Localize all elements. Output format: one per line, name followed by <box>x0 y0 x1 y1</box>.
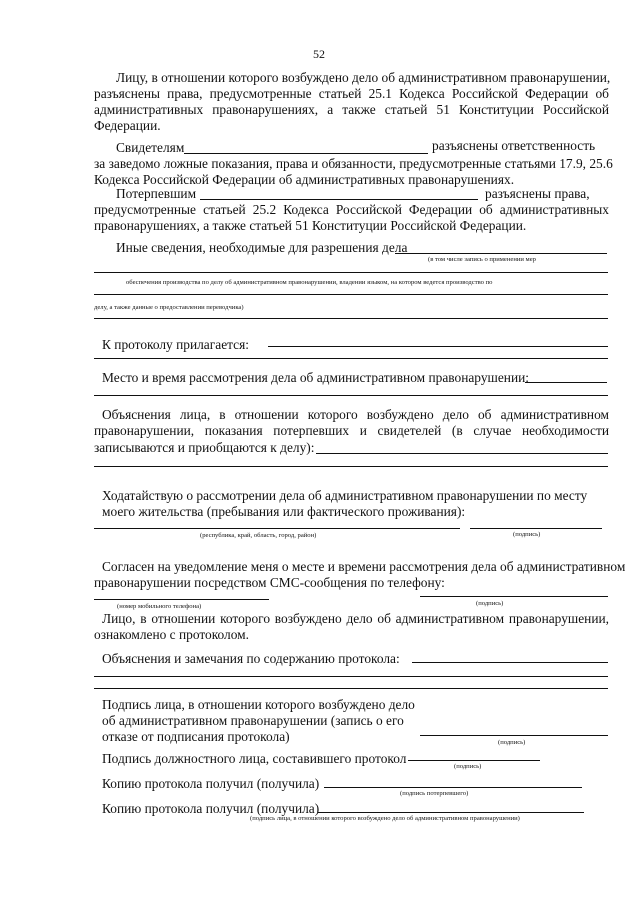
remarks-input-line-2[interactable] <box>94 676 608 677</box>
person-signature-line-2: об административном правонарушении (запись о его <box>102 713 404 728</box>
remarks-input-line-1[interactable] <box>412 662 608 663</box>
sms-phone-hint: (номер мобильного телефона) <box>117 603 202 610</box>
other-info-hint-3: делу, а также данные о предоставлении переводчика) <box>94 304 244 311</box>
person-signature-line[interactable] <box>420 735 608 736</box>
explanations-line-1: Объяснения лица, в отношении которого возбуждено дело об административном <box>102 407 609 422</box>
sms-sign-hint: (подпись) <box>476 600 504 607</box>
copy-person-hint: (подпись лица, в отношении которого возбуждено дело об административном правонарушении) <box>250 815 520 822</box>
victim-label: Потерпевшим <box>116 186 197 201</box>
explanations-line-2: правонарушении, показания потерпевших и свидетелей (в случае необходимости <box>94 423 609 438</box>
intro-line-3: административных правонарушениях, а также статьей 51 Конституции Российской <box>94 102 609 117</box>
place-time-input-line-2[interactable] <box>94 395 608 396</box>
witnesses-label: Свидетелям <box>116 140 185 155</box>
witnesses-line-2: Кодекса Российской Федерации об административных правонарушениях. <box>94 172 515 187</box>
official-signature-line[interactable] <box>408 760 540 761</box>
intro-line-2: разъяснены права, предусмотренные статьей 25.1 Кодекса Российской Федерации об <box>94 86 609 101</box>
sms-line-1: Согласен на уведомление меня о месте и времени рассмотрения дела об административном <box>102 559 626 574</box>
other-info-line-3[interactable] <box>94 294 608 295</box>
attached-label: К протоколу прилагается: <box>102 337 249 352</box>
copy-person-label: Копию протокола получил (получила) <box>102 801 320 816</box>
other-info-hint-1: (в том числе запись о применении мер <box>428 256 536 263</box>
victim-line-1: предусмотренные статьей 25.2 Кодекса Российской Федерации об административных <box>94 202 609 217</box>
other-info-line-2[interactable] <box>94 272 608 273</box>
victim-after: разъяснены права, <box>485 186 590 201</box>
acquainted-line-2: ознакомлено с протоколом. <box>94 627 249 642</box>
sms-phone-line[interactable] <box>94 599 269 600</box>
witnesses-line-1: за заведомо ложные показания, права и обязанности, предусмотренные статьями 17.9, 25.6 <box>94 156 613 171</box>
victim-line-2: правонарушениях, а также статьей 51 Конституции Российской Федерации. <box>94 218 527 233</box>
petition-place-line[interactable] <box>94 528 460 529</box>
person-signature-line-3: отказе от подписания протокола) <box>102 729 290 744</box>
copy-victim-hint: (подпись потерпевшего) <box>400 790 469 797</box>
place-time-label: Место и время рассмотрения дела об административном правонарушении: <box>102 370 529 385</box>
other-info-label: Иные сведения, необходимые для разрешения дела <box>116 240 408 255</box>
sms-sign-line[interactable] <box>420 596 608 597</box>
explanations-line-3: записываются и приобщаются к делу): <box>94 440 315 455</box>
copy-victim-label: Копию протокола получил (получила) <box>102 776 320 791</box>
copy-person-sign-line[interactable] <box>318 812 584 813</box>
person-signature-line-1: Подпись лица, в отношении которого возбуждено дело <box>102 697 415 712</box>
acquainted-line-1: Лицо, в отношении которого возбуждено дело об административном правонарушении, <box>102 611 609 626</box>
petition-place-hint: (республика, край, область, город, район) <box>200 532 317 539</box>
other-info-input-line[interactable] <box>395 253 607 254</box>
place-time-input-line-1[interactable] <box>525 382 607 383</box>
official-signature-hint: (подпись) <box>454 763 482 770</box>
petition-line-2: моего жительства (пребывания или фактического проживания): <box>102 504 466 519</box>
witnesses-after: разъяснены ответственность <box>432 138 596 153</box>
copy-victim-sign-line[interactable] <box>324 787 582 788</box>
attached-input-line-1[interactable] <box>268 346 608 347</box>
sms-line-2: правонарушении посредством СМС-сообщения по телефону: <box>94 575 445 590</box>
remarks-input-line-3[interactable] <box>94 688 608 689</box>
other-info-line-4[interactable] <box>94 318 608 319</box>
attached-input-line-2[interactable] <box>94 358 608 359</box>
explanations-input-line-2[interactable] <box>94 466 608 467</box>
intro-line-4: Федерации. <box>94 118 161 133</box>
victim-input-line[interactable] <box>200 199 478 200</box>
official-signature-label: Подпись должностного лица, составившего протокол <box>102 751 407 766</box>
explanations-input-line-1[interactable] <box>316 453 608 454</box>
intro-line-1: Лицу, в отношении которого возбуждено дело об административном правонарушении, <box>116 70 611 85</box>
person-signature-hint: (подпись) <box>498 739 526 746</box>
petition-sign-hint: (подпись) <box>513 531 541 538</box>
page-number: 52 <box>313 47 325 61</box>
petition-sign-line[interactable] <box>470 528 602 529</box>
remarks-label: Объяснения и замечания по содержанию протокола: <box>102 651 400 666</box>
other-info-hint-2: обеспечения производства по делу об административном правонарушении, владении языком, на котором ведется производство по <box>126 279 493 286</box>
witnesses-input-line[interactable] <box>184 153 428 154</box>
petition-line-1: Ходатайствую о рассмотрении дела об административном правонарушении по месту <box>102 488 588 503</box>
